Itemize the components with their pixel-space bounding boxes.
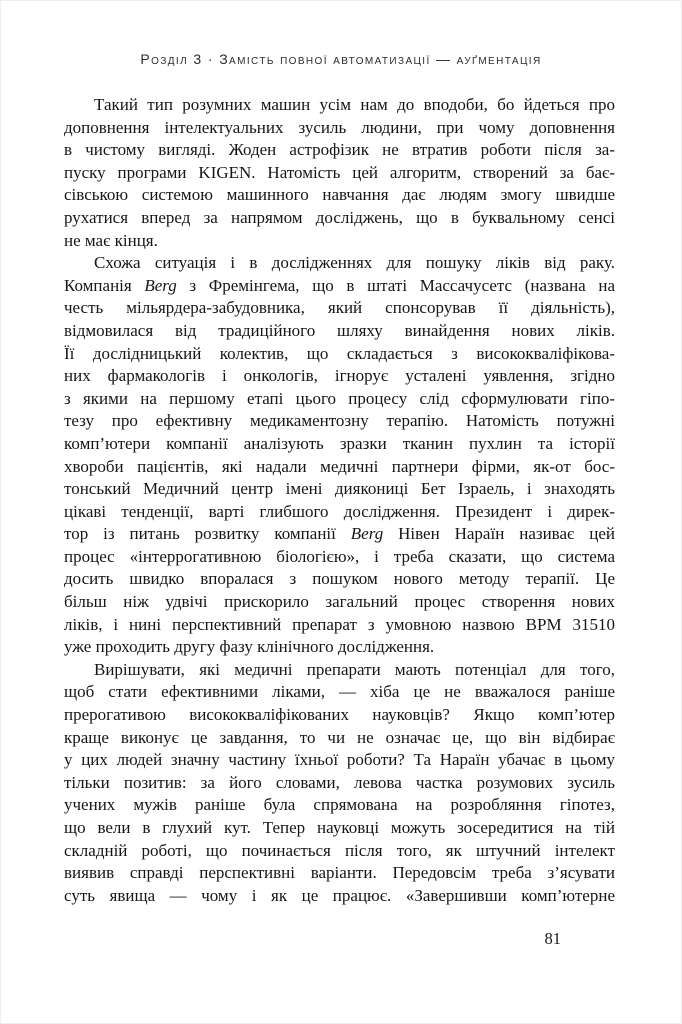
text-line: щоб стати ефективними ліками, — хіба це не вважалося раніше [64,682,615,702]
text-line: виявив справді перспективні варіанти. Передовсім треба з’ясувати [64,863,615,883]
paragraph [64,659,615,908]
text-line: з якими на першому етапі цього процесу слід сформулювати гіпо- [64,388,615,408]
text-line: уже проходить другу фазу клінічного дослідження. [64,637,435,657]
text-line: Її дослідницький колектив, що складається з висококваліфікова- [64,343,615,363]
page-number: 81 [544,929,561,948]
text-line: більш ніж удвічі прискорило загальний процес створення нових [64,592,615,612]
text-line: досить швидко впоралася з пошуком нового методу терапії. Це [64,569,615,589]
text-line: суть явища — чому і як це працює. «Завершивши комп’ютерне [64,885,615,905]
text-line: що вели в глухий кут. Тепер науковці можуть зосередитися на тій [64,818,615,837]
text-line: краще виконує це завдання, то чи не означає це, що він відбирає [64,727,615,747]
text-line: честь мільярдера-забудовника, який спонсорував її діяльність), [64,298,615,318]
text-line: тільки позитив: за його словами, левова частка розумових зусиль [64,772,615,792]
paragraph [64,252,615,659]
text-line: Схожа ситуація і в дослідженнях для пошуку ліків від раку. [94,253,615,273]
text-line: складній роботі, що починається після того, як штучний інтелект [64,840,615,860]
text-line: ліків, і нині перспективний препарат з умовною назвою BPM 31510 [64,614,615,634]
text-line: тор із питань розвитку компанії Berg Нівен Нараїн називає цей [64,524,615,544]
page-body [64,94,615,907]
text-line: у цих людей значну частину їхньої роботи? Та Нараїн убачає в цьому [64,750,615,770]
text-line: них фармакологів і онкологів, ігнорує усталені уявлення, згідно [64,366,615,386]
text-line: тонський Медичний центр імені диякониці Бет Ізраель, і знаходять [64,479,615,499]
text-line: хвороби пацієнтів, які надали медичні партнери фірми, як-от бос- [64,456,615,476]
text-line: процес «інтеррогативною біологією», і треба сказати, що система [64,546,615,566]
text-line: комп’ютери компанії аналізують зразки тканин пухлин та історії [64,433,615,453]
text-line: цікаві тенденції, варті глибшого дослідження. Президент і дирек- [64,501,615,521]
text-line: прерогативою висококваліфікованих науковців? Якщо комп’ютер [64,705,615,725]
text-line: тезу про ефективну медикаментозну терапію. Натомість потужні [64,411,615,431]
running-header: Розділ 3 · Замість повної автоматизації — ауґментація [140,51,542,67]
text-line: сівською системою машинного навчання дає людям змогу швидше [64,185,615,205]
text-line: рухатися вперед за напрямом досліджень, що в буквальному сенсі [64,207,615,227]
text-line: відмовилася від традиційного шляху винайдення нових ліків. [64,320,615,340]
text-line: учених мужів раніше була спрямована на розробляння гіпотез, [64,795,615,815]
text-line: Компанія Berg з Фремінгема, що в штаті Массачусетс (названа на [64,275,615,295]
text-line: пуску програми KIGEN. Натомість цей алгоритм, створений за бає- [64,162,615,182]
paragraph [64,94,615,252]
text-line: не має кінця. [64,230,158,250]
text-line: Вирішувати, які медичні препарати мають потенціал для того, [94,659,615,679]
text-line: Такий тип розумних машин усім нам до вподоби, бо йдеться про [94,95,615,114]
text-line: в чистому вигляді. Жоден астрофізик не втратив роботи після за- [64,140,615,160]
text-line: доповнення інтелектуальних зусиль людини, при чому доповнення [64,117,615,137]
